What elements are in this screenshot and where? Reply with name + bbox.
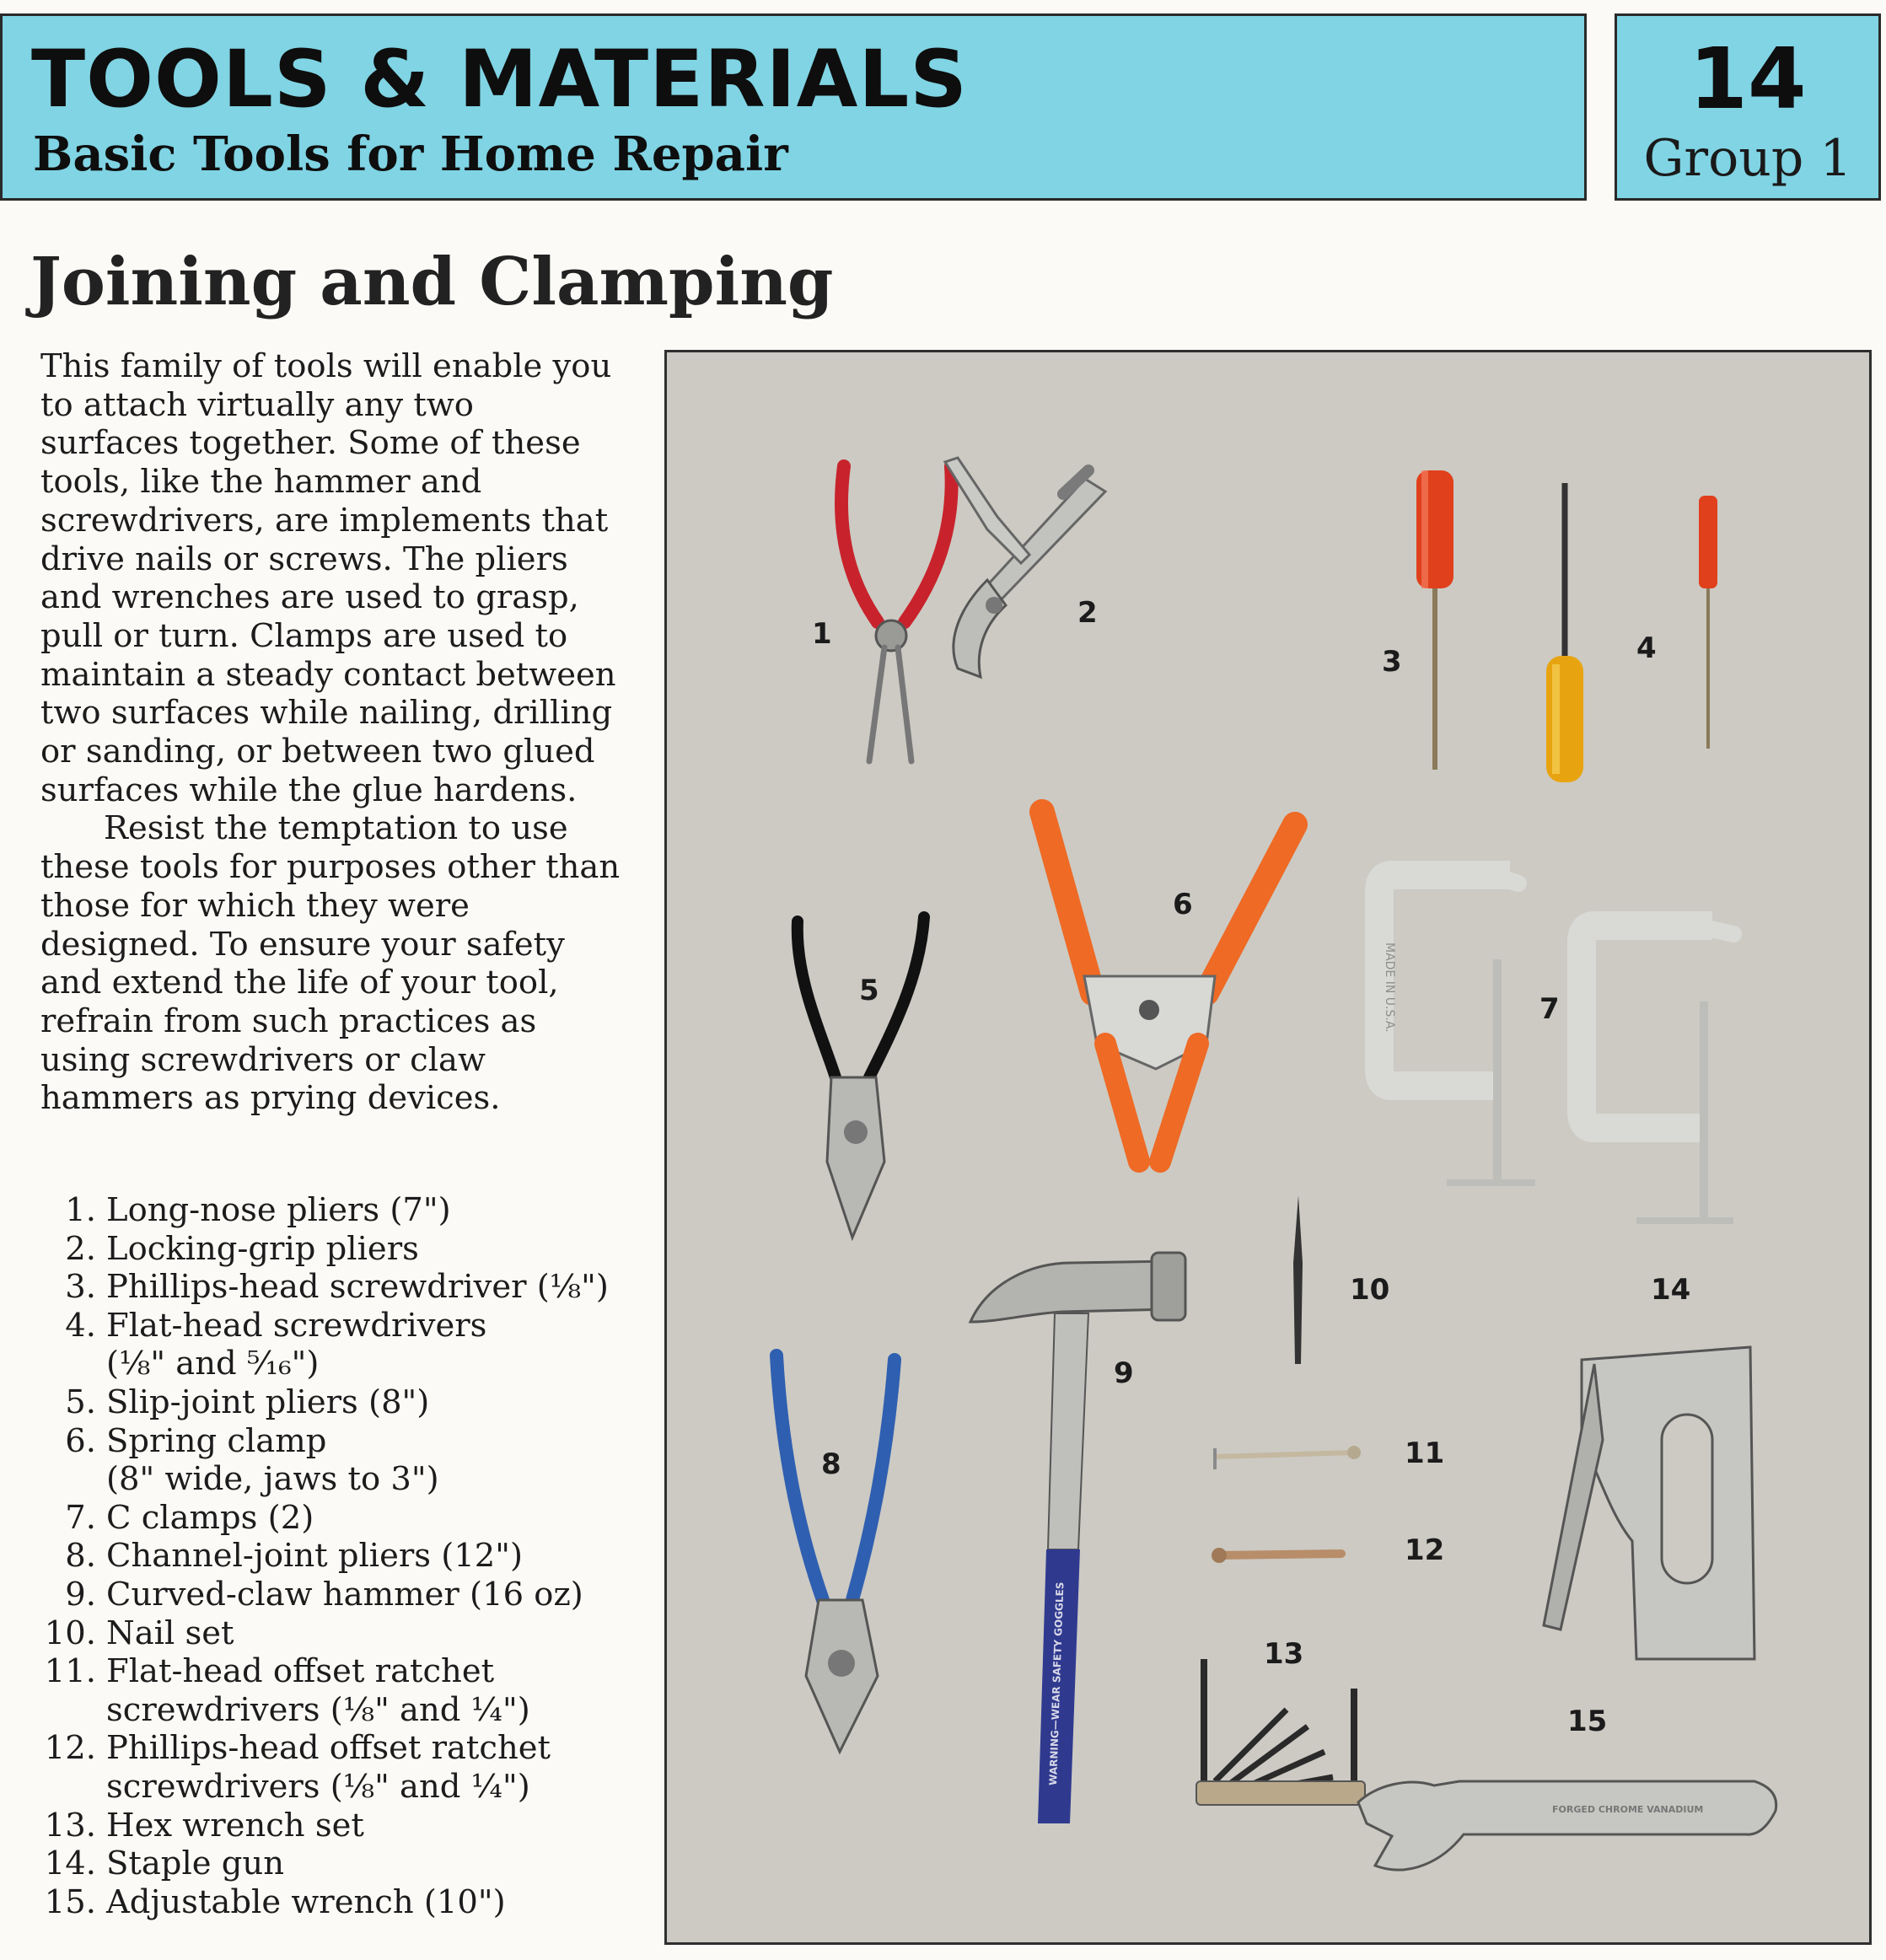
card-group: Group 1 <box>1643 129 1852 188</box>
slip-joint-pliers-icon <box>798 917 924 1238</box>
callout-2: 2 <box>1077 596 1098 630</box>
legend-number: 12. <box>44 1729 96 1768</box>
callout-7: 7 <box>1539 992 1560 1026</box>
legend-number: 2. <box>65 1229 96 1268</box>
legend-text: Staple gun <box>106 1845 285 1883</box>
legend-item <box>39 1807 646 1845</box>
legend-item <box>39 1652 646 1729</box>
legend-text: Long-nose pliers (7") <box>106 1191 451 1229</box>
legend-text: Flat-head offset ratchet screwdrivers (⅛" and ¼") <box>106 1652 530 1729</box>
legend-item <box>39 1422 646 1499</box>
callout-10: 10 <box>1350 1273 1390 1307</box>
callout-6: 6 <box>1173 888 1193 921</box>
legend-text: Flat-head screwdrivers (⅛" and ⁵⁄₁₆") <box>106 1306 487 1383</box>
legend-number: 5. <box>65 1383 96 1421</box>
tools-illustration <box>667 352 1869 1942</box>
legend-text: Curved-claw hammer (16 oz) <box>106 1575 583 1614</box>
header-number-panel <box>1615 13 1881 201</box>
offset-ratchet-screwdrivers-icon <box>1212 1446 1361 1563</box>
legend-text: Phillips-head offset ratchet screwdrivers (⅛" and ¼") <box>106 1729 551 1806</box>
legend-number: 6. <box>65 1421 96 1460</box>
callout-15: 15 <box>1567 1705 1608 1738</box>
legend-number: 8. <box>65 1537 96 1576</box>
intro-paragraph: This family of tools will enable you to attach virtually any two surfaces together. Some of these tools, like the hammer and screwdrivers, are implements that drive nails or screws. The pliers and wrenches are used to grasp, pull or turn. Clamps are used to maintain a steady contact between two surfaces while nailing, drilling or sanding, or between two glued surfaces while the glue hardens. <box>40 347 616 809</box>
tools-photo <box>664 350 1872 1945</box>
legend-item <box>39 1614 646 1653</box>
hammer-label: WARNING—WEAR SAFETY GOGGLES <box>1047 1581 1067 1786</box>
clamp-stamp: MADE IN U.S.A. <box>1383 942 1396 1033</box>
legend-item <box>39 1268 646 1307</box>
legend-number: 13. <box>44 1806 96 1845</box>
legend-item <box>39 1537 646 1576</box>
legend-item <box>39 1845 646 1883</box>
legend-number: 4. <box>65 1306 96 1345</box>
legend-text: Nail set <box>106 1614 234 1652</box>
legend-item <box>39 1729 646 1806</box>
legend-text: Adjustable wrench (10") <box>106 1882 506 1921</box>
intro-text <box>40 347 622 1118</box>
callout-9: 9 <box>1114 1356 1134 1390</box>
c-clamps-icon <box>1379 875 1733 1221</box>
locking-grip-pliers-icon <box>945 458 1105 677</box>
tool-legend <box>39 1191 646 1921</box>
callout-1: 1 <box>812 617 832 651</box>
legend-text: Phillips-head screwdriver (⅛") <box>106 1268 609 1307</box>
callout-12: 12 <box>1405 1533 1445 1567</box>
long-nose-pliers-icon <box>841 466 952 761</box>
legend-item <box>39 1576 646 1614</box>
callout-4: 4 <box>1636 631 1657 665</box>
legend-text: Locking-grip pliers <box>106 1229 419 1268</box>
nail-set-icon <box>1293 1195 1303 1364</box>
legend-item <box>39 1191 646 1230</box>
callout-13: 13 <box>1264 1637 1304 1671</box>
callout-5: 5 <box>859 974 879 1007</box>
legend-number: 1. <box>65 1191 96 1229</box>
channel-joint-pliers-icon <box>776 1356 895 1752</box>
legend-text: C clamps (2) <box>106 1498 314 1537</box>
legend-text: Channel-joint pliers (12") <box>106 1537 524 1576</box>
legend-number: 11. <box>44 1652 96 1691</box>
card-number: 14 <box>1689 30 1807 128</box>
callout-8: 8 <box>821 1447 841 1481</box>
header-title: TOOLS & MATERIALS <box>31 34 968 126</box>
staple-gun-icon <box>1544 1347 1754 1659</box>
legend-item <box>39 1383 646 1422</box>
wrench-label: FORGED CHROME VANADIUM <box>1552 1804 1704 1815</box>
hex-wrench-set-icon <box>1196 1659 1365 1805</box>
legend-item <box>39 1883 646 1922</box>
legend-item <box>39 1499 646 1538</box>
adjustable-wrench-icon <box>1358 1781 1776 1870</box>
legend-number: 14. <box>44 1845 96 1883</box>
callout-11: 11 <box>1405 1436 1445 1470</box>
legend-text: Spring clamp (8" wide, jaws to 3") <box>106 1421 439 1499</box>
legend-text: Hex wrench set <box>106 1806 364 1845</box>
flat-head-screwdrivers-icon <box>1546 483 1717 782</box>
legend-number: 15. <box>44 1882 96 1921</box>
legend-number: 9. <box>65 1575 96 1614</box>
legend-item <box>39 1230 646 1269</box>
phillips-screwdriver-icon <box>1416 470 1453 770</box>
legend-number: 7. <box>65 1498 96 1537</box>
legend-number: 10. <box>44 1614 96 1652</box>
spring-clamp-icon <box>1042 812 1295 1162</box>
section-title: Joining and Clamping <box>30 244 834 320</box>
header-title-panel <box>0 13 1587 201</box>
callout-3: 3 <box>1382 645 1402 679</box>
legend-item <box>39 1307 646 1383</box>
legend-text: Slip-joint pliers (8") <box>106 1383 430 1421</box>
legend-number: 3. <box>65 1268 96 1307</box>
claw-hammer-icon <box>970 1253 1185 1823</box>
callout-14: 14 <box>1651 1273 1691 1307</box>
header-subtitle: Basic Tools for Home Repair <box>33 126 788 182</box>
intro-paragraph: Resist the temptation to use these tools for purposes other than those for which they were designed. To ensure your safety and extend the life of your tool, refrain from such practices as using screwdrivers or claw hammers as prying devices. <box>40 809 621 1118</box>
